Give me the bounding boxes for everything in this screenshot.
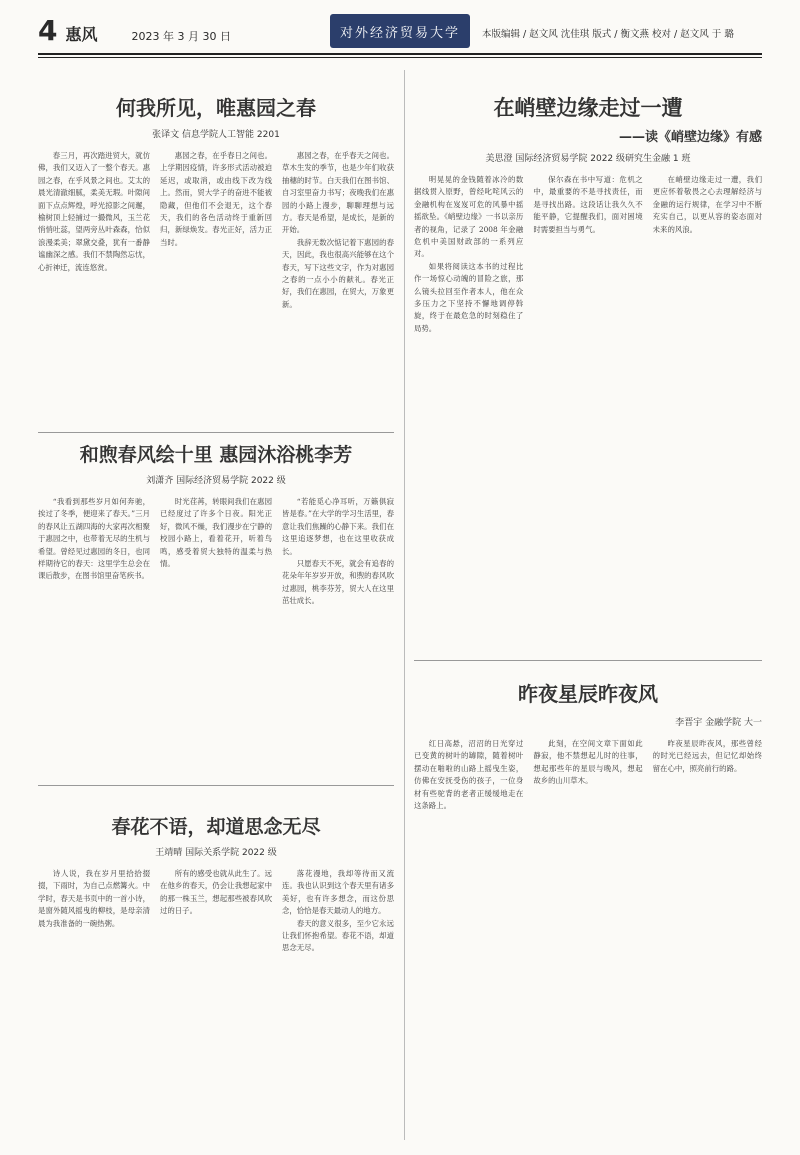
article-title: 昨夜星辰昨夜风 <box>518 682 658 706</box>
article-column: 时光荏苒，转眼间我们在惠园已经度过了许多个日夜。阳光正好，微风不燥，我们漫步在宁静的校园小路上，看着花开，听着鸟鸣，感受着贸大独特的温柔与热情。 <box>160 497 272 569</box>
article-byline: 王靖晴 国际关系学院 2022 级 <box>155 848 277 858</box>
masthead-logo <box>330 14 470 48</box>
page-header <box>38 14 231 54</box>
article-byline: 刘潇齐 国际经济贸易学院 2022 级 <box>146 476 286 486</box>
article-column: 明晃晃的金钱随着冰冷的数据线贯入原野，曾经叱咤风云的金融机构在岌岌可危的风暴中摇摇欲坠。《峭壁边缘》一书以亲历者的视角，记录了 2008 年金融危机中美国财政部的一系列应对。 如果将阅读这本书的过程比作一场惊心动魄的冒险之旅，那么镜头拉回至作者本人，他在众多压力之下坚持不懈地调停斡旋，终于在最危急的时刻稳住了局势。 <box>414 175 524 333</box>
masthead-text: 对外经济贸易大学 <box>339 25 460 41</box>
article-byline: 张译文 信息学院人工智能 2201 <box>152 130 280 140</box>
article-byline: 美思澄 国际经济贸易学院 2022 级研究生金融 1 班 <box>485 154 691 164</box>
article-title: 和煦春风绘十里 惠园沐浴桃李芳 <box>79 444 353 466</box>
editor-credits: 本版编辑 / 赵文风 沈佳琪 版式 / 衡文燕 校对 / 赵文风 于 璐 <box>482 29 734 40</box>
article-column: 所有的感受也就从此生了。远在他乡的春天，仍会让我想起家中的那一株玉兰，想起那些被春风吹过的日子。 <box>160 869 272 916</box>
article-column: 春三月，再次踏进贸大，就仿佛，我们又迈入了一整个春天。惠园之春，在乎风景之间也。艾太的晨光清澈细腻，柔美无瑕。叶隙间面下点点辉煌，呼光掠影之间邂，榆树顶上轻捕过一撮微风，玉兰花悄悄吐蕊，望两旁丛叶森森，恰似浪漫柔美；翠黛交叠，犹有一番静谧幽深之感。我们不禁陶然忘忧，心折神迁，流连悠赏。 <box>38 151 150 272</box>
header-rule <box>38 53 762 55</box>
article-column: 昨夜星辰昨夜风，那些曾经的时光已经远去，但记忆却始终留在心中，照亮前行的路。 <box>652 739 762 773</box>
article-column: “我看到那些岁月如何奔驰，挨过了冬季，便迎来了春天。”三月的春风让五湖四海的大家再次相聚于惠园之中，也带着无尽的生机与希望。曾经见过惠园的冬日，也同样期待它的春天：这里学生总会在课后散步，在图书馆里奋笔疾书。 <box>38 497 150 581</box>
article-title: 春花不语，却道思念无尽 <box>111 816 321 838</box>
column-divider <box>404 70 405 1140</box>
article-column: 红日高悬，沼沼的日光穿过已变黄的树叶的罅隙，随着树叶摆动在啪啦的山路上摇曳生姿，仿佛在安抚受伤的孩子，一位身材有些驼背的老者正缓缓地走在这条路上。 <box>414 739 524 811</box>
article-column: 惠园之春，在乎春天之间也。草木生发的季节，也是少年们收获抽穗的时节。白天我们在图书馆、自习室里奋力书写；夜晚我们在惠园的小路上漫步，聊聊理想与远方。春天是希望，是成长，是新的开始。 我辞无数次惦记着下惠园的春天，因此，我也很高兴能够在这个春天，写下这些文字，作为对惠园之春的一点小小的献礼。春光正好，我们在惠园，在贸大，万象更新。 <box>282 151 394 309</box>
divider <box>38 432 394 433</box>
divider <box>414 660 762 661</box>
article-column: 诗人说，我在岁月里拾拾掇掇，下雨时，为自己点燃篝火。中学时，春天是书页中的一首小诗，是窗外随风摇曳的柳枝，是母亲清晨为我准备的一碗热粥。 <box>38 869 150 928</box>
page-number: 4 <box>38 14 58 47</box>
article-column: “若能觅心净耳听，万籁俱寂皆是春。”在大学的学习生活里，春意让我们焦躁的心静下来。我们在这里追逐梦想，也在这里收获成长。 只愿春天不死，就会有追春的花朵年年岁岁开放，和煦的春风吹过惠园，桃李芬芳，贸大人在这里茁壮成长。 <box>282 497 394 606</box>
article-byline: 李晋宇 金融学院 大一 <box>675 718 762 728</box>
article-column: 在峭壁边缘走过一遭，我们更应怀着敬畏之心去理解经济与金融的运行规律，在学习中不断充实自己，以更从容的姿态面对未来的风浪。 <box>652 175 762 234</box>
section-name: 惠风 <box>65 25 98 44</box>
article-title: 何我所见，唯惠园之春 <box>116 96 316 120</box>
article-spring-huiyuan <box>38 92 394 422</box>
article-column: 此刻，在空间文章下面如此静寂，他不禁想起儿时的往事，想起那些年的星辰与晚风，想起故乡的山川草木。 <box>533 739 643 786</box>
article-column: 落花漫地，我却等待而又流连。我也认识到这个春天里有诸多美好，也有许多想念，而这份思念，恰恰是春天最动人的地方。 春天的意义很多，至少它永远让我们怀抱希望。春花不语，却道思念无尽。 <box>282 869 394 953</box>
article-stars-wind <box>414 678 762 1138</box>
article-title: 在峭壁边缘走过一遭 <box>493 96 683 120</box>
article-subtitle: ——读《峭壁边缘》有感 <box>618 130 762 145</box>
divider <box>38 785 394 786</box>
article-spring-flowers <box>38 812 394 1142</box>
article-column: 惠园之春，在乎春日之间也。上学期因疫情，许多形式活动被迫延迟，或取消，或由线下改为线上。然而，贸大学子的奋进不能被隐藏，但他们不会退无，这个春天，我们的各色活动终于重新回归，新绿焕发。春光正好，活力正当时。 <box>160 151 272 247</box>
header-rule-thin <box>38 57 762 58</box>
issue-date: 2023 年 3 月 30 日 <box>131 30 231 43</box>
article-column: 保尔森在书中写道：危机之中，最重要的不是寻找责任，而是寻找出路。这段话让我久久不能平静，它提醒我们，面对困境时需要担当与勇气。 <box>533 175 643 234</box>
article-cliff-edge <box>414 92 762 652</box>
article-spring-breeze <box>38 440 394 775</box>
